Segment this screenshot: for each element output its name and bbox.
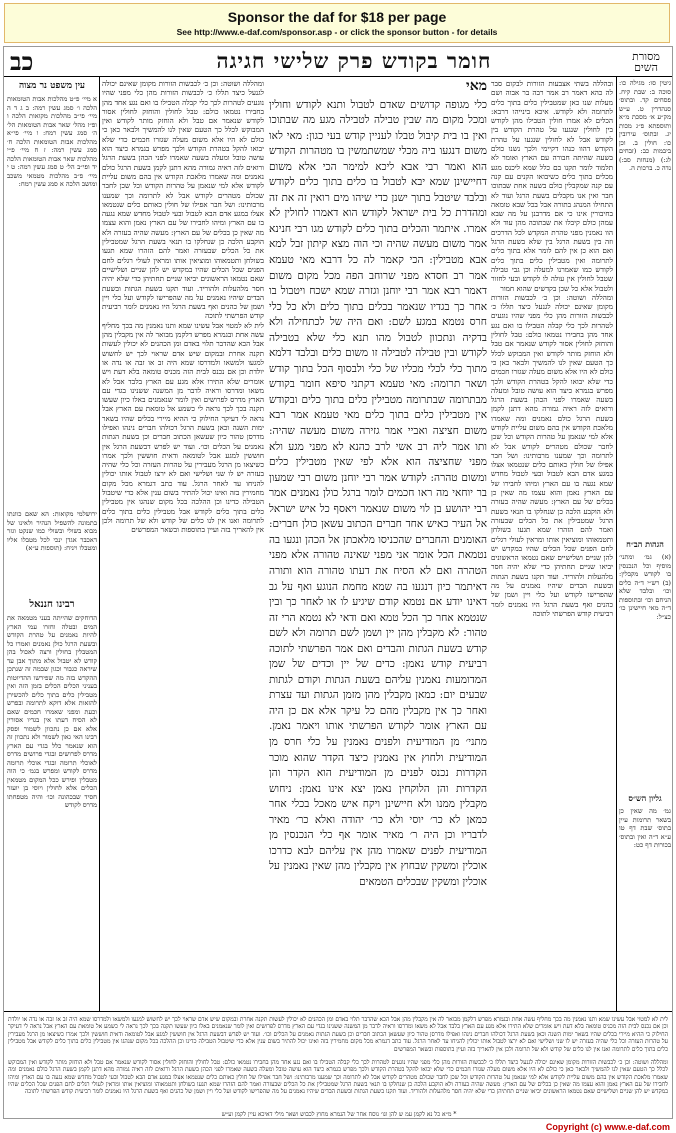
masoret-label: מסורת השים: [632, 50, 660, 74]
talmud-page: [3, 46, 673, 1119]
tosafot-text: ומהללה ושוטה: וכן כ׳ לכבשות הזורות מקומן שאינם יכולה לגנעל כיצד תללו כ׳ לכבשות הזורות מהן כלי מפני שהיו נוגעים לטהרות לכך כלי קבלה הטבילו בו ואם נגע אחד מהן בחבירו נטמאו כולם: טבל לחולין והוחזק לחולין אסור לקודש שנאמר אם טבל ולא הוחזק מותר לקודש ואין המבוקש לכלל כך הטעם שאין לנו להמשיך ולבאר כאן כי כולם לא היו אלא משום מעלה שגזרו חכמים כדי שלא יבואו להקל בטהרת הקודש ולכך מפרש בגמרא כיצד הוא עושה טובל ומעלה בשעה שאמרו לפני הכהן בשעת הרגל ורואים לזה ראיה גמורה מהא דתנן לקמן בשעת הרגל כולם נאמנים ומה שאמרו מלאכת הקודש אין בהם משום עליית לקודש אלא למי שנאמן על טהרות הקודש וכל שכן לחבר שכולם מטהרים לקודש אבל לא לתרומה וכך שמענו מרבותינו: ושל חבר אפילו של חולין כאותם כלים שנטמאו אצלו במגע אדם הבא לטבול ובעי לטבול מחדש שמא נגעה בו עם הארץ ומיהו לחבירו של עם הארץ נאמן והוא עצמו מה שאין כן בכלים של עם הארץ: מעשה שהיה בעזרה ולא הוקבע הלכה כן שנחלקו בו תנאי בשעת הרגל שמטבילין את כל הכלים שבעזרה ואמר להם הזהרו שמא תגעו בשולחן ותטמאוהו ומוציאין אותו ומראין לעולי רגלים לחם הפנים שכל הכלים שהיו במקדש יש להן שניים ושלישיים שאם נטמאו הראשונים יביאו שניים תחתיהן כדי שלא יהיה חסר מלהעלות ולהוריד. ועוד תקנו בשעת הגתות ובשעת הבדים שיהיו נאמנים על מה שהפרישו לקודש ועל כלי ויין ושמן של כהנים ואף בשעת הרגל היו נאמנים לומר רביעית קודש הפרשתי לתוכה: [102, 79, 264, 321]
bottom-commentary: [8, 1011, 668, 1111]
sponsor-title: Sponsor the daf for $18 per page: [227, 9, 447, 25]
tosafot-text-continued: לית לא למטוי אבל עשינו שמא ותנו נאמנין מה בכך מחליף עשה אחת ובגמרא מפרש דלקמן מבואר לה אין מקבלין מהן אבל הכא שהדבר תלוי באדם ומן הכהנים לא יכולין לעשות תקנה אחרת ובמקום שיש אדם שראוי לכך יש לחשוש למגעו ולמשאו ולמדרסו שמא היה זב או זבה או נדה או יולדת וכן אם נכנס לבית הזה מכניס טומאה בלא דעת ויש אומרים שלא התירו אלא מגע עם הארץ בלבד אבל לא משאו ומדרסו וראיה לדבר מן המשנה ששנינו בגדי עם הארץ מדרס לפרושים ואין לומר שנאמנים באלו כיון שעשו תקנה בכך לכך נראה לי כשמע אל טומאת עם הארץ אבל נראה לי דעיקר החילוק כי ההיא מיירי בכלים שהיו בשאר ימות השנה וכאן בשעת הרגל דכולהו חברים נינהו ואפילו מדרסן טהור כיון שעשאן הכתוב חברים וכן בשעת הגתות נאמנים על הכלים וכו׳. ועוד יש לפרש דבשעת הרגל אין חוששין למגע אבל לטומאה ודאית חוששין ולכך אמרו כשיצאו מן הרגל מעבירין על טהרות העזרה וכל כלי שהיה בעזרה יש לו שני ושלישי ואם לא ירצו לטבול אותו יכולין להניחו עד לאחר הרגל. עוד כתב דגמרא מכל מקום מחמירין בזה ואינו יכול להתיר בשום ענין אלא כדי שיטבול הטבילה כדינו וכן ההלכה בכל מקום שנהגו אין מטבילין כלים בתוך כלים לקודש אבל מטבילין כלים בתוך כלים לתרומה ואנו אין לנו כלים של קודש ולא של תרומה ולכן אין להאריך בזה ועיין בתוספות ובשאר המפרשים: [102, 320, 264, 535]
rashi-column: [491, 79, 613, 1009]
copyright-link[interactable]: Copyright (c) www.e-daf.com: [545, 1122, 670, 1132]
page-title: חומר בקודש פרק שלישי חגיגה: [216, 48, 492, 73]
ein-mishpat-title: עין משפט נר מצוה: [18, 81, 86, 91]
sponsor-subtitle: See http://www.e-daf.com/sponsor.asp - or click the sponsor button - for details: [176, 27, 498, 37]
dibur-hamatchil-1: מאי: [466, 79, 487, 94]
masoret-entries: גיטין סו: מגילה כו: סוכה ב: שבת קיח. פסחים קד. ובתוס׳ סנהדרין ט. ע״ש מק״ע א׳ מסכת מ״א ותוספתא פ״ג מכות יג. ובתוס׳ עירובין כו: חולין ב. וכן ביבמות כב: (זבחים לג:) (מנחות סב:) נדה כ. ברכות ה.: [619, 79, 671, 172]
gilyon-hashas-text: גמ׳ מה שאין כן בשאר תרומות עיין בתוס׳ שבת דף טו ע״א ד״ה ואין ובתוס׳ בכורות דף כט:: [619, 807, 671, 849]
gemara-column: [269, 79, 487, 1009]
hagahot-habach-text: (א) גמ׳ ומתני׳ מוסיף וכל הנכנסין בו לקודש מקבלין: (ב) רש״י ד״ה כלים וכו׳ ובלבד שלא הניחם וכו׳ ובתוספות ד״ה מאי חיישינן כו׳ כצ״ל:: [619, 553, 671, 621]
rabbeinu-chananel-title: רבינו חננאל: [29, 599, 75, 610]
masoret-hashas-column: [619, 79, 671, 1009]
hagahot-habach-title: הגהות הב״ח: [626, 539, 664, 549]
page-number: כב: [10, 47, 34, 76]
rashi-text: ובהללה בשתי אצבעות הזורות לבקום סבר לה כהא דאמר רב אמר רבה בר אבוה ושם מעלות שנו כאן שמטבילין כלים בתוך כלים לתרומה ולא לקודש. איכא בינייהו דרבא: הכלים לא אמרו חולין הטבילו מהן לקודש בין לחולין שנגעו על טהרת הקודש בין לקודש אבל לא לחולין שנגעו על טהרת הקודש דהוו כנהו דקיימי ולכך נשנו כולם בשעה שהיתה חבורה עם הארץ ואומר לא תלמוד לומר תקנו בם כלל שמא ליכנס מגע מכלים בתוך כלים כשיבואו הקנים עם קנה עם קנה שמקבלין כולם בשעה אחת שבתוכו חבר ואין אנו מקבלים בשעת הרגל ועוד לא התחילו המנהג בתורה אבל בכל שבא טומאה בחיבורין אינו כי אם מדרבנן על מה שבא עמהן כולם קיבלו את שבתוכה מהן עוד ולא הוו נאמנין מפני טהרת המקדש לכל הדרכים וזה בין בשעת הרגל בין שלא בשעת הרגל ואם הוא כן אין להם לומר אלא בתוך כלים לתרומה ואין מטבילין כלים בתוך כלים לקודש כמו שאמרנו למעלה וכן גבי טבילה שטבל לחולין אין עולה לו לקודש ובעי לחזור ולטבול אלא כל שכן בקדשים שהוא חמור: [491, 79, 613, 293]
tosafot-column: [102, 79, 264, 1009]
right-column-divider: [616, 76, 617, 1011]
bottom-commentary-text: לית לא למטוי אבל עשינו שמא ותנו נאמנין מה בכך מחליף עשה אחת ובגמרא מפרש דלקמן מבואר לה אין מקבלין מהן אבל הכא שהדבר תלוי באדם ומן הכהנים לא יכולין לעשות תקנה אחרת ובמקום שיש אדם שראוי לכך יש לחשוש למגעו ולמשאו ולמדרסו שמא היה זב או זבה או נדה או יולדת וכן אם נכנס לבית הזה מכניס טומאה בלא דעת ויש אומרים שלא התירו אלא מגע עם הארץ בלבד אבל לא משאו ומדרסו וראיה לדבר מן המשנה ששנינו בגדי עם הארץ מדרס לפרושים ואין לומר שנאמנים באלו כיון שעשו תקנה בכך לכך נראה לי כשמע אל טומאת עם הארץ אבל נראה לי דעיקר החילוק כי ההיא מיירי בכלים שהיו בשאר ימות השנה וכאן בשעת הרגל דכולהו חברים נינהו ואפילו מדרסן טהור כיון שעשאן הכתוב חברים וכן בשעת הגתות נאמנים על הכלים וכו׳. ועוד יש לפרש דבשעת הרגל אין חוששין למגע אבל לטומאה ודאית חוששין ולכך אמרו כשיצאו מן הרגל מעבירין על טהרות העזרה וכל כלי שהיה בעזרה יש לו שני ושלישי ואם לא ירצו לטבול אותו יכולין להניחו עד לאחר הרגל. עוד כתב דגמרא מכל מקום מחמירין בזה ואינו יכול להתיר בשום ענין אלא כדי שיטבול הטבילה כדינו וכן ההלכה בכל מקום שנהגו אין מטבילין כלים בתוך כלים לקודש אבל מטבילין כלים בתוך כלים לתרומה ואנו אין לנו כלים של קודש ולא של תרומה ולכן אין להאריך בזה ועיין בתוספות ובשאר המפרשים: [8, 1016, 668, 1053]
bottom-commentary-text-2: ומהללה ושוטה: וכן כ׳ לכבשות הזורות מקומן שאינם יכולה לגנעל כיצד תללו כ׳ לכבשות הזורות מהן כלי מפני שהיו נוגעים לטהרות לכך כלי קבלה הטבילו בו ואם נגע אחד מהן בחבירו נטמאו כולם: טבל לחולין והוחזק לחולין אסור לקודש שנאמר אם טבל ולא הוחזק מותר לקודש ואין המבוקש לכלל כך הטעם שאין לנו להמשיך ולבאר כאן כי כולם לא היו אלא משום מעלה שגזרו חכמים כדי שלא יבואו להקל בטהרת הקודש ולכך מפרש בגמרא כיצד הוא עושה טובל ומעלה בשעה שאמרו לפני הכהן בשעת הרגל ורואים לזה ראיה גמורה מהא דתנן לקמן בשעת הרגל כולם נאמנים ומה שאמרו מלאכת הקודש אין בהם משום עליית לקודש אלא למי שנאמן על טהרות הקודש וכל שכן לחבר שכולם מטהרים לקודש אבל לא לתרומה וכך שמענו מרבותינו: ושל חבר אפילו של חולין כאותם כלים שנטמאו אצלו במגע אדם הבא לטבול ובעי לטבול מחדש שמא נגעה בו עם הארץ ומיהו לחבירו של עם הארץ נאמן והוא עצמו מה שאין כן בכלים של עם הארץ: מעשה שהיה בעזרה ולא הוקבע הלכה כן שנחלקו בו תנאי בשעת הרגל שמטבילין את כל הכלים שבעזרה ואמר להם הזהרו שמא תגעו בשולחן ותטמאוהו ומוציאין אותו ומראין לעולי רגלים לחם הפנים שכל הכלים שהיו במקדש יש להן שניים ושלישיים שאם נטמאו הראשונים יביאו שניים תחתיהן כדי שלא יהיה חסר מלהעלות ולהוריד. ועוד תקנו בשעת הגתות ובשעת הבדים שיהיו נאמנים על מה שהפרישו לקודש ועל כלי ויין ושמן של כהנים ואף בשעת הרגל היו נאמנים לומר רביעית קודש הפרשתי לתוכה: [8, 1059, 668, 1096]
left-column-divider: [99, 76, 100, 1011]
ein-mishpat-note: ירושלמי מקואות: הא שאם כוונתו בתמונה להשפיל הנהיר ולאינו של מבוא בשולי ובשולי כמו שנקט וגזר דאכבר אגדן ינכי לכל מטבלו אליו ומטבלו ויניח: (תוספות ע״א): [7, 510, 97, 552]
ein-mishpat-column: [7, 79, 97, 1009]
gilyon-hashas-title: גליון הש״ס: [628, 793, 662, 803]
gemara-text: כלי מגופה קדושים שאדם לטבול ותנא לקודש וחולין ומכל מקום מה שבין טבילה לטבילה מגע מה שבתוכו ואין בו בית קיבול טבלו לעניין קודש בעי כגון: מאי לאו משום דנגעו ביה מכלי שמשתמשין בו מטהרות הקודש הוא ואמר רבי אבא ליכא למימר הכי אלא משום דחיישינן שמא יבא לטבול בו כלים בתוך כלים לקודש ובלבד שיטבל בתוך ישנן כדי שיהו מים רואין זה את זה ומהדרת כל בית ישראל לקודש הוא דאמרו לחולין לא אמרו. איתמר והכלים בתוך כלים לקודש מגו רבי חנינא אמר משום מעשה שהיה וכי הוה מצא קיתון זבל למא אבא מטבילין: הכי קאמר לה כל דרבא מאי טעמא אמר רב חסדא מפני שרוחב הפה מכל מקום משום דאמר רבא אמר רבי יוחנן וגזרה שמא ישכח ויטבול בו אחר כך בגדיו שנאמר בכלים בתוך כלים ולא כל כלי חרס נטמא במגע לשם: ואם היה של לכתחילה ולא בדקיה ונתכוון לטבול מהו תנא כלי שלא בטבילה לקודש ובין טבילה לטבילה זו משום כלים ובלבד דלמא מתוך כלי לכלי מכליו של כלי ולבסוף הכל בתוך קודש ושאר תרומה: מאי טעמא דקתני סיפא חומר בקודש מבתרומה שבתרומה מטבילין כלים בתוך כלים ובקודש אין מטבילין כלים בתוך כלים מאי טעמא אמר רבא משום חציצה ואביי אמר גזירה משום מעשה שהיה: ותו אמר ליה רב אשי לרב כהנא לא מפני מגע ולא מפני שחציצה הוא אלא לפי שאין מטבילין כלים ומשום טהרה: לקודש אמר רבי יוחנן משום רבי שמעון בר יוחאי מה ראו חכמים לומר ברגל כולן נאמנים אמר רבי יהושע בן לוי משום שנאמר ויאסף כל איש ישראל אל העיר כאיש אחד חברים הכתוב עשאן כולן חברים: האומנים והחברים שהכניסו מלאכתן אל הכהן ונגעו בה נטמאת הכל אומר אני מפני שאינה טהורה אלא מפני הטהרה ואם לא הסיח את דעתו טהורה הוא ותורה דאיתמר כיון דנגעו בה שמא מחמת הנוגע ואף על גב דאינו יודע אם נטמא קודם שיגיע לו או לאחר כך ובין שנטמא אחר כך הכל טמא ואם ודאי לא נטמא הרי זה טהור: לא מקבלין מהן יין ושמן לשם תרומה ולא לשם קודש בשעת הגתות והבדים ואם אמר הפרשתי לתוכה רביעית קודש נאמן: כדים של יין וכדים של שמן המדומעות נאמנין עליהם בשעת הגתות וקודם לגתות שבעים יום: כמאן מקבלין מהן מזמן הגתות ועד עצרת ואחר כך אין מקבלין מהם כל עיקר אלא אם כן היה עם הארץ אומר לקודש הפרשתי אותו ויאמר נאמן. מתני׳ מן המודיעית ולפנים נאמנין על כלי חרס מן המודיעית ולחוץ אין נאמנין כיצד הקדר שהוא מוכר הקדרות נכנס לפנים מן המודיעית הוא הקדר והן הקדרות והן הלוקחין נאמן יצא אינו נאמן: ניחוש מקבלין ממנו ולא חיישינן ויקח איש מאכל בכלי אחר כמאן לא כר׳ יוסי ולא כר׳ יהודה ואלא כר׳ מאיר לדבריו וכן היה ר׳ מאיר אומר אף כלי הנכנסין מן המודיעית לפנים שאמרו מהן אין עליהם לבא כדרכו אוכלין ומשקין שבחוץ אין מקבלין מהן שאין נאמנין על אוכלין ומשקין שבכלים הטמאים: [269, 98, 487, 888]
sponsor-banner[interactable]: [4, 3, 670, 43]
header-divider: [4, 76, 672, 77]
rabbeinu-chananel-text: הדוחקים שהייתה בעני מטמאה את המים ובטלה וחזרו עמי הארץ להיות נאמנים על טהרת הקודש ובשעת הרגל כולן נאמנים ואמרו כל המטבלין בחולין ורצה לאכול בהן קודש לא יטבול אלא מתוך אבן עד שיראה כגבור וכגון שבמה זה שנתכן ההקדש בזה מה שפירשו ההדיוטות בעניני הכלים הכלים בזמן הזה ואין מטבילין כלים בתוך כלים להכשירן להזאות אלא דוקא לתרומה ובפרש וכעת ומפני שאמרו חכמים שאם לא הסיח דעתו אין בגדיו אסורין אלא אם כן נתכוון לשמור ופסק רבינו האי גאון לשמור ולא נתכוון זה הוא שנאמר כלל בגדי עם הארץ מדרס לפרושים ובגדי פרושים מדרס לאוכלי תרומה ובגדי אוכלי תרומה מדרס לקודש ומפרש בגמ׳ כי הוה מטבלין ופירש ככל המקום מטמאין הכלים אלא לחולין ויוסי בן יועזר חסיד שבכהונה וכו׳ והיה מטפחתו מדרס לקודש: [7, 614, 97, 809]
ein-mishpat-entries: א מיי׳ פ״ט מהלכות אבות הטומאות הלכה ו׳ סמג עשין רמה: ב ג ד ה מיי׳ פי״ב מהלכות מקואות הלכה ו ופ״ז מהל׳ שאר אבות הטומאות הל׳ ה׳ סמג עשין רמח: ו מיי׳ פי״א מהלכות אבות הטומאות הלכה ח׳ סמג עשין רמה: ז ח מיי׳ פ״י מהלכות שאר אבות הטומאות הלכה יד ופי״ב הל׳ ט סמג עשין רמה: ט י מיי׳ פ״ב מהלכות מטמאי משכב ומושב הלכה א סמג עשין רמח:: [7, 95, 97, 188]
page-header: [4, 47, 672, 75]
page-footnote: * מ״א כל נא לקמן עמ ש להן וגו׳ נוסח אחר של הגמרא מחוץ לכבוש ושאר מילי דאיכא עיין לקמן וע״ש: [221, 1111, 457, 1118]
rashi-text-continued: ומהללה ושוטה: וכן כ׳ לכבשות הזורות מקומן שאינם יכולה לגנעל כיצד תללו כ׳ לכבשות הזורות מהן כלי מפני שהיו נוגעים לטהרות לכך כלי קבלה הטבילו בו ואם נגע אחד מהן בחבירו נטמאו כולם: טבל לחולין והוחזק לחולין אסור לקודש שנאמר אם טבל ולא הוחזק מותר לקודש ואין המבוקש לכלל כך הטעם שאין לנו להמשיך ולבאר כאן כי כולם לא היו אלא משום מעלה שגזרו חכמים כדי שלא יבואו להקל בטהרת הקודש ולכך מפרש בגמרא כיצד הוא עושה טובל ומעלה בשעה שאמרו לפני הכהן בשעת הרגל ורואים לזה ראיה גמורה מהא דתנן לקמן בשעת הרגל כולם נאמנים ומה שאמרו מלאכת הקודש אין בהם משום עליית לקודש אלא למי שנאמן על טהרות הקודש וכל שכן לחבר שכולם מטהרים לקודש אבל לא לתרומה וכך שמענו מרבותינו: ושל חבר אפילו של חולין כאותם כלים שנטמאו אצלו במגע אדם הבא לטבול ובעי לטבול מחדש שמא נגעה בו עם הארץ ומיהו לחבירו של עם הארץ נאמן והוא עצמו מה שאין כן בכלים של עם הארץ: מעשה שהיה בעזרה ולא הוקבע הלכה כן שנחלקו בו תנאי בשעת הרגל שמטבילין את כל הכלים שבעזרה ואמר להם הזהרו שמא תגעו בשולחן ותטמאוהו ומוציאין אותו ומראין לעולי רגלים לחם הפנים שכל הכלים שהיו במקדש יש להן שניים ושלישיים שאם נטמאו הראשונים יביאו שניים תחתיהן כדי שלא יהיה חסר מלהעלות ולהוריד. ועוד תקנו בשעת הגתות ובשעת הבדים שיהיו נאמנים על מה שהפרישו לקודש ועל כלי ויין ושמן של כהנים ואף בשעת הרגל היו נאמנים לומר רביעית קודש הפרשתי לתוכה: [491, 292, 613, 618]
